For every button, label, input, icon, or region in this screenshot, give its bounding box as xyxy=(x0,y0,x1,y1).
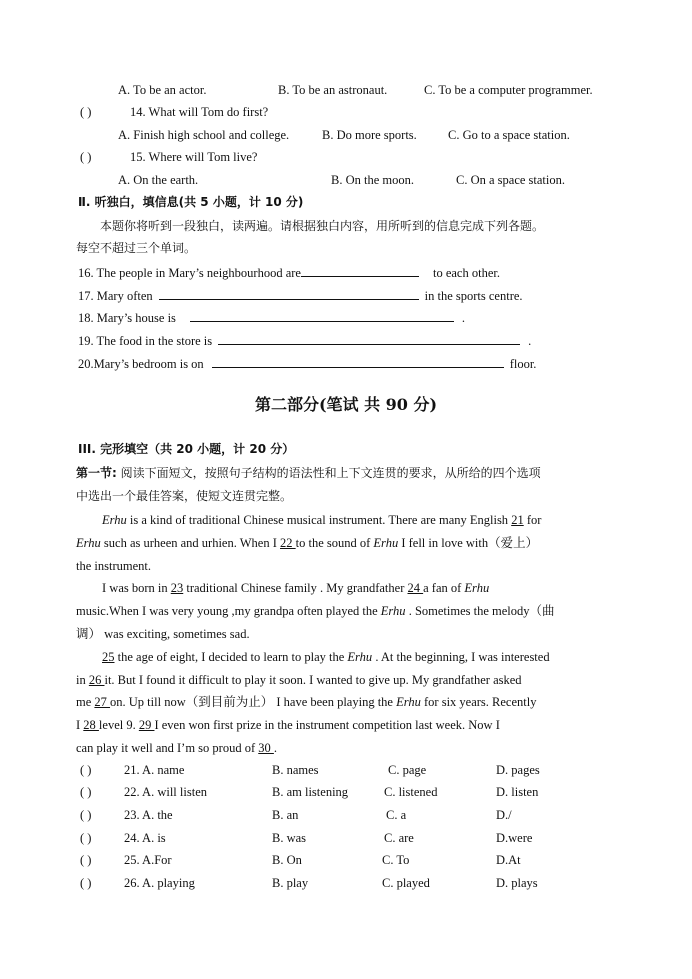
fill-item-18 xyxy=(78,308,465,326)
fill-item-17-text: 17. Mary often xyxy=(78,289,153,303)
passage-line-9 xyxy=(76,694,536,710)
q14-answer-paren: ( ) xyxy=(80,105,92,119)
choice-answer-paren[interactable]: ( ) xyxy=(80,831,92,845)
fill-item-19 xyxy=(78,331,531,349)
passage-text: I was born in xyxy=(102,581,171,595)
choice-answer-paren[interactable]: ( ) xyxy=(80,876,92,890)
choice-option-b: B. was xyxy=(272,831,307,845)
choice-option-a: 23. A. the xyxy=(124,808,173,822)
section-3-heading: III. 完形填空（共 20 小题，计 20 分） xyxy=(78,442,295,456)
q15-option-c: C. On a space station. xyxy=(456,173,566,187)
q15-option-a: A. On the earth. xyxy=(118,173,199,187)
q14-option-c: C. Go to a space station. xyxy=(448,128,570,142)
choice-answer-paren[interactable]: ( ) xyxy=(80,763,92,777)
fill-item-20 xyxy=(78,354,536,372)
passage-term-erhu: Erhu xyxy=(464,581,490,595)
q15-option-b: B. On the moon. xyxy=(331,173,414,187)
passage-text: is a kind of traditional Chinese musical instrument. There are many English xyxy=(126,513,512,527)
passage-line-3: the instrument. xyxy=(76,559,151,573)
choice-option-d: D. plays xyxy=(496,876,538,890)
choice-option-c: C. To xyxy=(382,853,410,867)
blank-27[interactable]: 27 xyxy=(94,695,111,709)
passage-text: the age of eight, I decided to learn to play the xyxy=(114,650,348,664)
passage-text: . At the beginning, I was interested xyxy=(372,650,550,664)
choice-option-a: 21. A. name xyxy=(124,763,185,777)
choice-option-d: D.were xyxy=(496,831,533,845)
fill-item-19-blank[interactable] xyxy=(218,331,520,345)
section-3-instruction-text: 阅读下面短文，按照句子结构的语法性和上下文连贯的要求，从所给的四个选项 xyxy=(116,466,541,480)
passage-line-1 xyxy=(102,512,541,528)
passage-text: in xyxy=(76,673,89,687)
choice-option-c: C. are xyxy=(384,831,414,845)
blank-29[interactable]: 29 xyxy=(138,718,155,732)
fill-item-19-tail: . xyxy=(528,334,532,348)
section-3-instruction-line-2: 中选出一个最佳答案，使短文连贯完整。 xyxy=(76,489,293,503)
passage-text: I fell in love with（爱上） xyxy=(398,536,539,550)
passage-line-10 xyxy=(76,717,500,733)
blank-22[interactable]: 22 xyxy=(280,536,296,550)
fill-item-19-text: 19. The food in the store is xyxy=(78,334,213,348)
passage-text: such as urheen and urhien. When I xyxy=(100,536,281,550)
q13-option-a: A. To be an actor. xyxy=(118,83,207,97)
passage-text: a fan of xyxy=(423,581,465,595)
section-2-instruction-line-1: 本题你将听到一段独白，读两遍。请根据独白内容，用所听到的信息完成下列各题。 xyxy=(100,219,545,233)
passage-text: traditional Chinese family . My grandfather xyxy=(183,581,408,595)
fill-item-17 xyxy=(78,286,523,304)
choice-option-a: 26. A. playing xyxy=(124,876,195,890)
passage-text: music.When I was very young ,my grandpa often played the xyxy=(76,604,381,618)
passage-text: . xyxy=(273,741,277,755)
passage-text: for xyxy=(523,513,542,527)
choice-option-b: B. am listening xyxy=(272,785,349,799)
q13-option-b: B. To be an astronaut. xyxy=(278,83,388,97)
passage-term-erhu: Erhu xyxy=(373,536,399,550)
passage-term-erhu: Erhu xyxy=(76,536,101,550)
fill-item-20-text: 20.Mary’s bedroom is on xyxy=(78,357,204,371)
blank-24[interactable]: 24 xyxy=(407,581,424,595)
passage-term-erhu: Erhu xyxy=(380,604,406,618)
q13-option-c: C. To be a computer programmer. xyxy=(424,83,593,97)
choice-option-d: D.At xyxy=(496,853,521,867)
choice-answer-paren[interactable]: ( ) xyxy=(80,785,92,799)
part-2-title: 第二部分(笔试 共 90 分) xyxy=(254,395,438,414)
q14-option-b: B. Do more sports. xyxy=(322,128,417,142)
choice-option-c: C. played xyxy=(382,876,430,890)
choice-answer-paren[interactable]: ( ) xyxy=(80,808,92,822)
passage-text: level 9. xyxy=(98,718,139,732)
choice-option-a: 22. A. will listen xyxy=(124,785,207,799)
choice-option-a: 24. A. is xyxy=(124,831,166,845)
choice-option-b: B. an xyxy=(272,808,299,822)
fill-item-16-tail: to each other. xyxy=(432,266,500,280)
passage-line-6: 调） was exciting, sometimes sad. xyxy=(76,627,250,641)
section-3-instruction-line-1 xyxy=(76,465,541,481)
choice-answer-paren[interactable]: ( ) xyxy=(80,853,92,867)
choice-option-c: C. page xyxy=(388,763,427,777)
passage-text: I even won first prize in the instrument competition last week. Now I xyxy=(154,718,500,732)
section-2-heading: Ⅱ. 听独白，填信息(共 5 小题，计 10 分) xyxy=(78,195,304,209)
blank-28[interactable]: 28 xyxy=(83,718,99,732)
passage-term-erhu: Erhu xyxy=(396,695,421,709)
fill-item-16 xyxy=(78,263,500,281)
fill-item-20-tail: floor. xyxy=(509,357,537,371)
passage-line-5 xyxy=(76,603,555,619)
choice-option-b: B. names xyxy=(272,763,319,777)
choice-option-b: B. On xyxy=(272,853,302,867)
passage-line-8 xyxy=(76,672,522,688)
fill-item-16-text: 16. The people in Mary’s neighbourhood are xyxy=(78,266,301,280)
fill-item-18-blank[interactable] xyxy=(190,308,454,322)
choice-option-c: C. listened xyxy=(384,785,438,799)
fill-item-16-blank[interactable] xyxy=(301,263,419,277)
passage-line-2 xyxy=(76,535,538,551)
passage-text: me xyxy=(76,695,95,709)
section-2-instruction-line-2: 每空不超过三个单词。 xyxy=(76,241,197,255)
fill-item-20-blank[interactable] xyxy=(212,354,504,368)
passage-line-7 xyxy=(102,649,550,665)
passage-text: on. Up till now（到目前为止） I have been playing the xyxy=(110,695,397,709)
q14-stem: 14. What will Tom do first? xyxy=(130,105,269,119)
passage-term-erhu: Erhu xyxy=(347,650,373,664)
choice-option-c: C. a xyxy=(386,808,407,822)
choice-option-d: D./ xyxy=(496,808,512,822)
fill-item-17-blank[interactable] xyxy=(159,286,419,300)
q15-answer-paren: ( ) xyxy=(80,150,92,164)
q15-stem: 15. Where will Tom live? xyxy=(130,150,258,164)
passage-text: it. But I found it difficult to play it soon. I wanted to give up. My grandfather asked xyxy=(104,673,522,687)
section-3-instruction-label: 第一节: xyxy=(76,466,117,480)
fill-item-17-tail: in the sports centre. xyxy=(424,289,523,303)
choice-option-d: D. listen xyxy=(496,785,539,799)
fill-item-18-tail: . xyxy=(461,311,466,325)
passage-text: for six years. Recently xyxy=(420,695,537,709)
blank-21[interactable]: 21 xyxy=(511,513,524,527)
blank-23[interactable]: 23 xyxy=(170,581,184,595)
q14-option-a: A. Finish high school and college. xyxy=(118,128,290,142)
choice-option-a: 25. A.For xyxy=(124,853,172,867)
choice-option-d: D. pages xyxy=(496,763,540,777)
blank-26[interactable]: 26 xyxy=(88,673,105,687)
blank-25[interactable]: 25 xyxy=(102,650,115,664)
passage-text: . Sometimes the melody（曲 xyxy=(405,604,555,618)
passage-text: I xyxy=(76,718,84,732)
choice-option-b: B. play xyxy=(272,876,309,890)
passage-line-11 xyxy=(76,740,277,756)
fill-item-18-text: 18. Mary’s house is xyxy=(78,311,176,325)
passage-text: can play it well and I’m so proud of xyxy=(76,741,259,755)
passage-term-erhu: Erhu xyxy=(102,513,127,527)
passage-line-4 xyxy=(102,580,489,596)
blank-30[interactable]: 30 xyxy=(258,741,274,755)
passage-text: to the sound of xyxy=(295,536,374,550)
